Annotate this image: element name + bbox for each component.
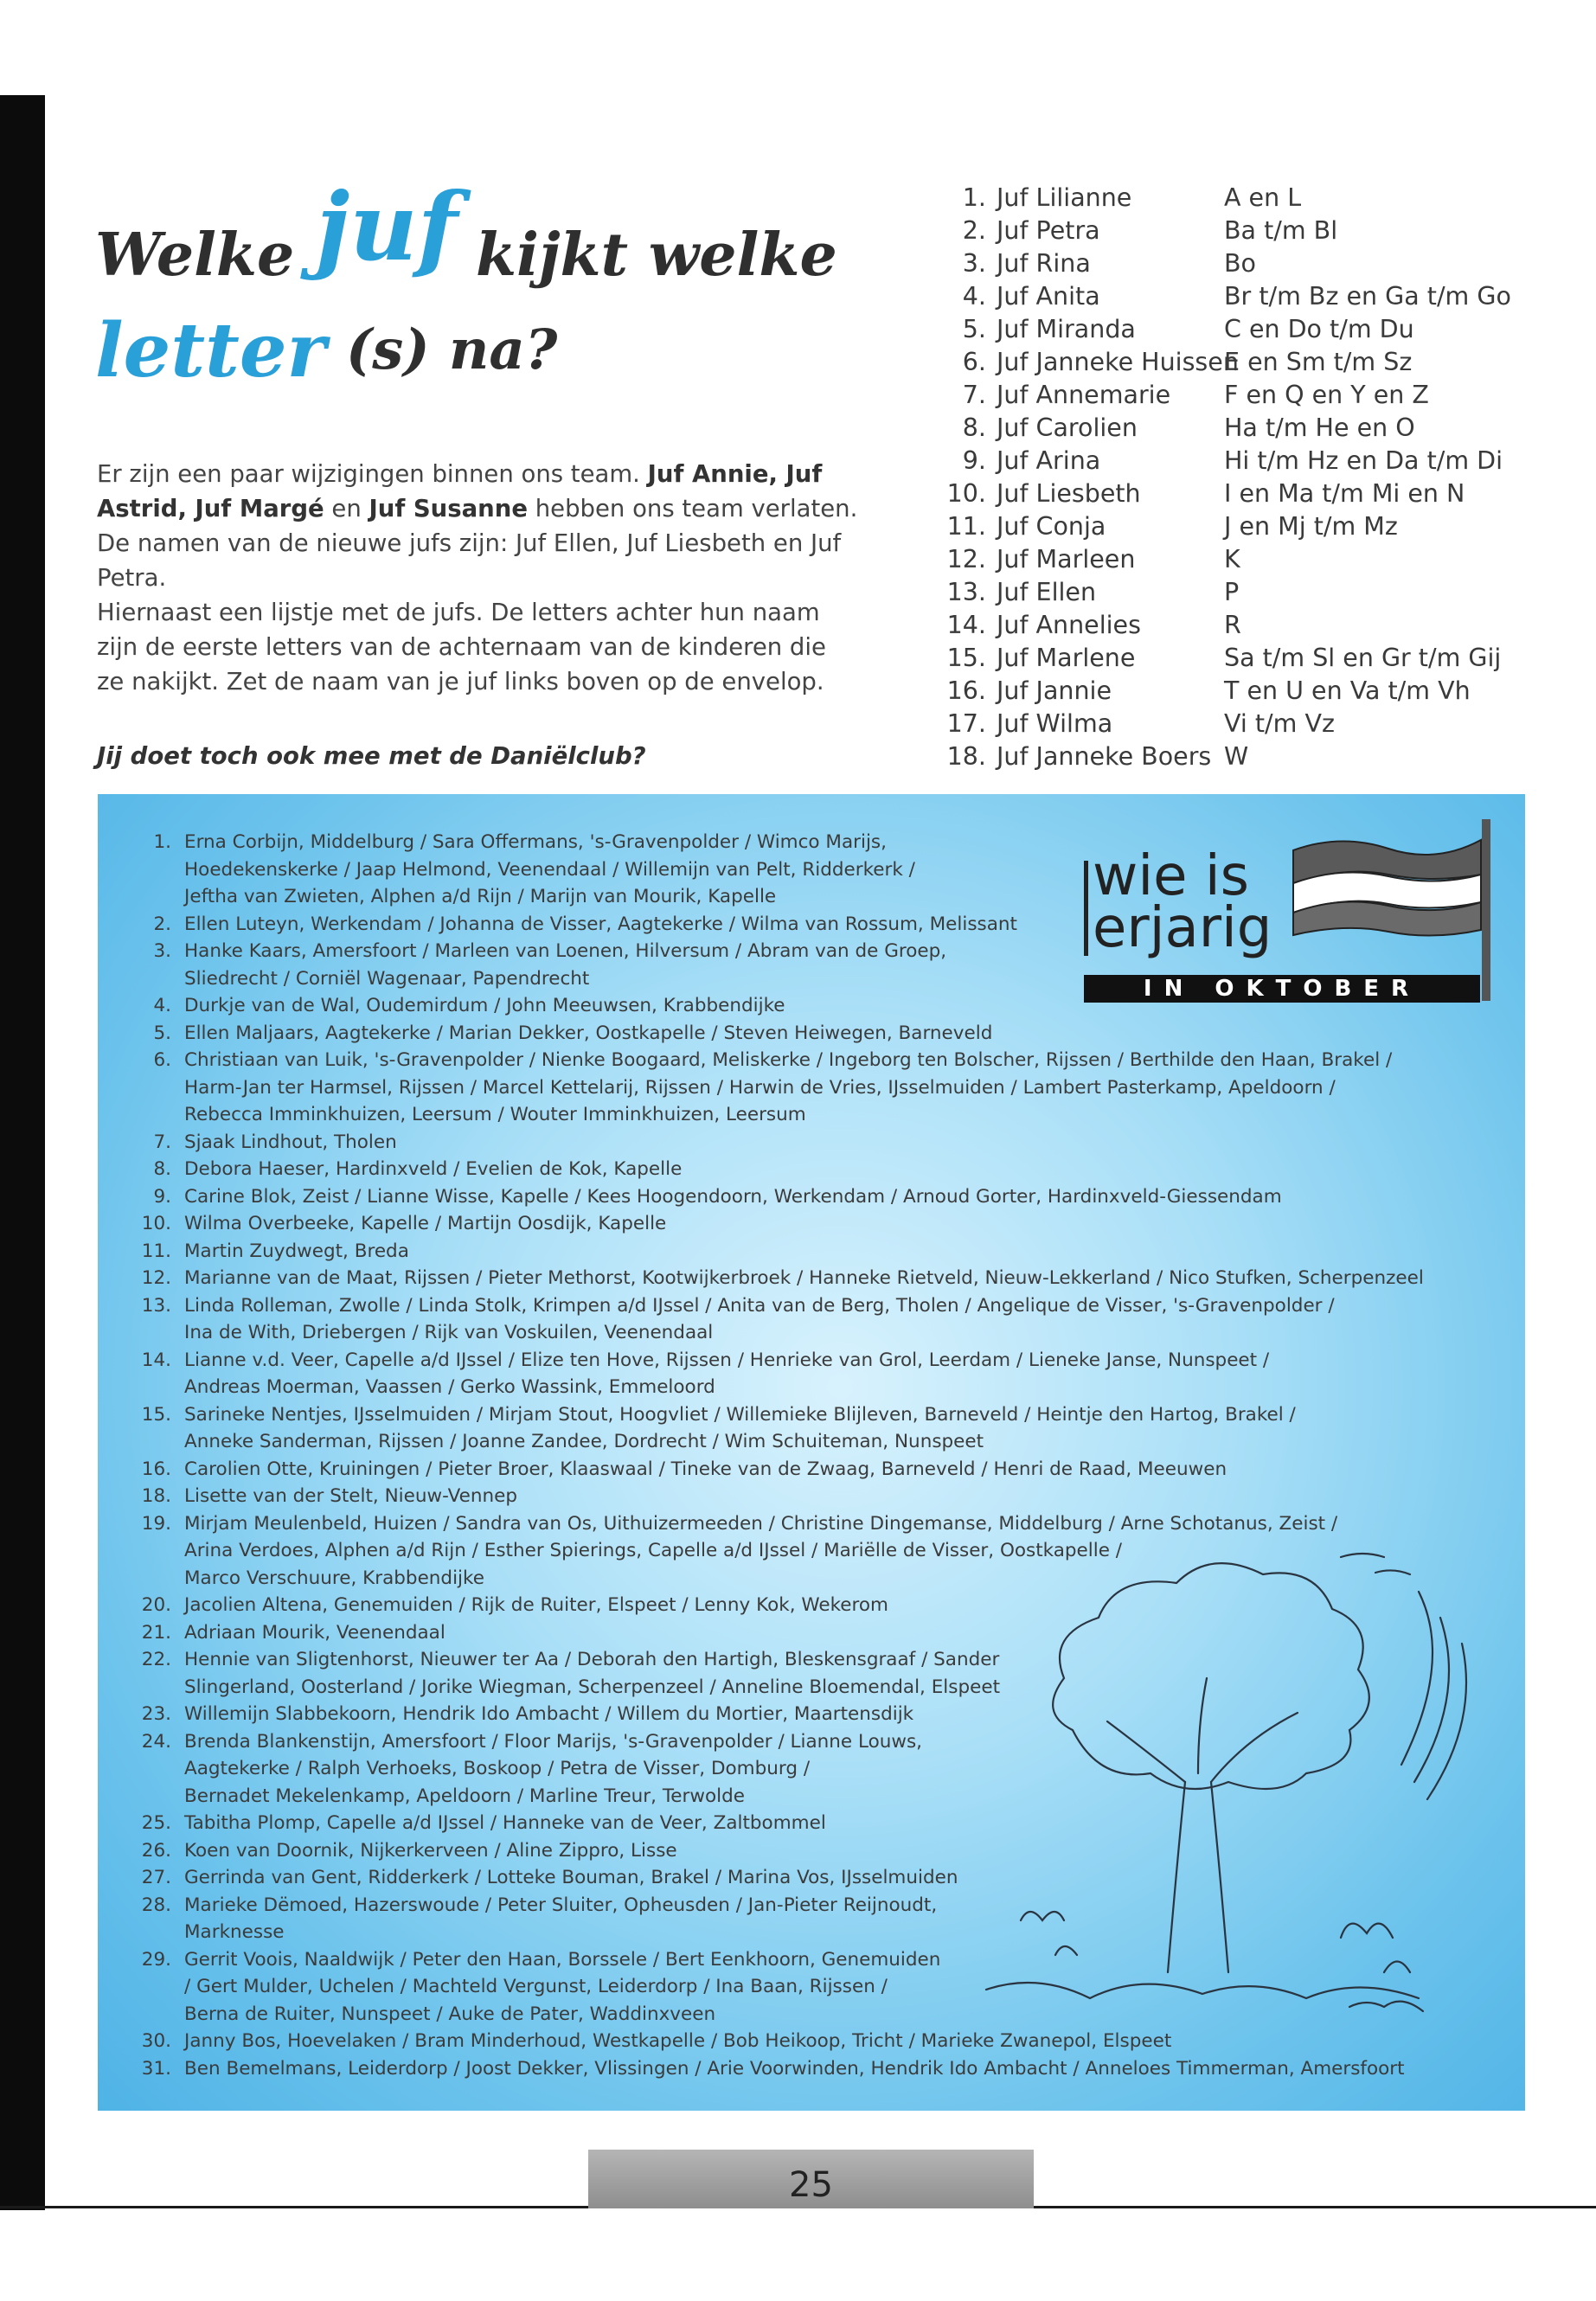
juf-letters: Bo (1224, 249, 1256, 278)
juf-letters: F en Q en Y en Z (1224, 381, 1429, 409)
juf-number: 8. (962, 413, 986, 442)
juf-number: 15. (946, 644, 986, 672)
juf-number: 13. (946, 578, 986, 606)
birthday-names-line: Jeftha van Zwieten, Alphen a/d Rijn / Marijn van Mourik, Kapelle (184, 886, 777, 907)
juf-list (900, 183, 1557, 775)
birthday-names-line: Tabitha Plomp, Capelle a/d IJssel / Hanneke van de Veer, Zaltbommel (184, 1812, 826, 1834)
birthday-names-line: Hoedekenskerke / Jaap Helmond, Veenendaal / Willemijn van Pelt, Ridderkerk / (184, 858, 915, 881)
juf-number: 12. (946, 545, 986, 574)
birthday-entry (98, 1210, 1482, 1238)
birthday-day: 29. (141, 1948, 171, 1971)
juf-number: 5. (962, 315, 986, 343)
juf-letters: K (1224, 545, 1240, 574)
juf-name: Juf Marlene (997, 644, 1136, 672)
birthday-names-line: Arina Verdoes, Alphen a/d Rijn / Esther Spierings, Capelle a/d IJssel / Mariëlle de Visser, Oostkapelle / (184, 1540, 1123, 1561)
juf-row (900, 183, 1557, 216)
juf-row (900, 742, 1557, 775)
birthday-day: 12. (141, 1267, 171, 1289)
birthday-names-line: Lianne v.d. Veer, Capelle a/d IJssel / Elize ten Hove, Rijssen / Henrieke van Grol, Leerdam / Lieneke Janse, Nunspeet / (184, 1349, 1270, 1371)
birthday-names-line: Rebecca Imminkhuizen, Leersum / Wouter Imminkhuizen, Leersum (184, 1104, 806, 1125)
birthday-names-line: Sarineke Nentjes, IJsselmuiden / Mirjam Stout, Hoogvliet / Willemieke Blijleven, Barneveld / Heintje den Hartog, Brakel / (184, 1403, 1296, 1426)
tree-sketch-illustration (969, 1522, 1488, 2059)
page-number-box (588, 2150, 1034, 2208)
birthday-day: 25. (141, 1812, 171, 1834)
birthday-entry (98, 1265, 1482, 1292)
birthday-names-line: Aagtekerke / Ralph Verhoeks, Boskoop / Petra de Visser, Domburg / (184, 1758, 811, 1779)
birthday-entry (98, 1292, 1482, 1347)
juf-letters: A en L (1224, 183, 1302, 212)
juf-letters: I en Ma t/m Mi en N (1224, 479, 1465, 508)
left-edge-bar (0, 95, 45, 2210)
juf-row (900, 282, 1557, 315)
flag-icon (1289, 833, 1484, 937)
juf-row (900, 578, 1557, 611)
juf-number: 7. (962, 381, 986, 409)
logo-band: IN OKTOBER (1084, 975, 1480, 1003)
juf-number: 6. (962, 348, 986, 376)
juf-letters: Hi t/m Hz en Da t/m Di (1224, 446, 1503, 475)
birthday-names-line: Marianne van de Maat, Rijssen / Pieter Methorst, Kootwijkerbroek / Hanneke Rietveld, Nieuw-Lekkerland / Nico Stufken, Scherpenzeel (184, 1267, 1424, 1289)
birthday-names-line: Carine Blok, Zeist / Lianne Wisse, Kapelle / Kees Hoogendoorn, Werkendam / Arnoud Gorter, Hardinxveld-Giessendam (184, 1185, 1282, 1208)
juf-number: 3. (962, 249, 986, 278)
birthday-names-line: Ina de With, Driebergen / Rijk van Voskuilen, Veenendaal (184, 1322, 714, 1343)
birthday-names-line: Janny Bos, Hoevelaken / Bram Minderhoud, Westkapelle / Bob Heikoop, Tricht / Marieke Zwanepol, Elspeet (184, 2030, 1172, 2052)
birthday-names-line: Erna Corbijn, Middelburg / Sara Offermans, 's-Gravenpolder / Wimco Marijs, (184, 831, 887, 853)
juf-name: Juf Arina (997, 446, 1101, 475)
juf-letters: T en U en Va t/m Vh (1224, 676, 1471, 705)
birthday-names-line: Adriaan Mourik, Veenendaal (184, 1621, 445, 1644)
birthday-day: 18. (141, 1485, 171, 1507)
birthday-day: 27. (141, 1867, 171, 1888)
birthday-names-line: Lisette van der Stelt, Nieuw-Vennep (184, 1485, 517, 1507)
juf-letters: R (1224, 611, 1241, 639)
birthday-names-line: Bernadet Mekelenkamp, Apeldoorn / Marline Treur, Terwolde (184, 1785, 745, 1807)
headline-part-3: kijkt welke (476, 221, 837, 290)
juf-name: Juf Annelies (997, 611, 1141, 639)
juf-letters: Sa t/m Sl en Gr t/m Gij (1224, 644, 1502, 672)
juf-row (900, 709, 1557, 742)
juf-row (900, 413, 1557, 446)
juf-name: Juf Marleen (997, 545, 1136, 574)
birthday-names-line: Christiaan van Luik, 's-Gravenpolder / Nienke Boogaard, Meliskerke / Ingeborg ten Bolscher, Rijssen / Berthilde den Haan, Brakel / (184, 1049, 1393, 1071)
birthday-names-line: Anneke Sanderman, Rijssen / Joanne Zandee, Dordrecht / Wim Schuiteman, Nunspeet (184, 1431, 984, 1452)
birthday-names-line: Berna de Ruiter, Nunspeet / Auke de Pater, Waddinxveen (184, 2003, 716, 2025)
birthday-names-line: Marknesse (184, 1921, 285, 1943)
birthday-names-line: Durkje van de Wal, Oudemirdum / John Meeuwsen, Krabbendijke (184, 995, 785, 1016)
birthday-names-line: Mirjam Meulenbeld, Huizen / Sandra van Os, Uithuizermeeden / Christine Dingemanse, Middelburg / Arne Schotanus, Zeist / (184, 1512, 1338, 1535)
headline-part-5: (s) na? (346, 317, 558, 382)
logo-bracket (1084, 861, 1088, 956)
birthday-day: 22. (141, 1649, 171, 1670)
birthday-day: 2. (153, 913, 171, 935)
birthday-names-line: Willemijn Slabbekoorn, Hendrik Ido Ambacht / Willem du Mortier, Maartensdijk (184, 1703, 914, 1725)
birthday-day: 14. (141, 1349, 171, 1371)
wie-is-jarig-logo (1068, 809, 1518, 1016)
birthday-names-line: Ben Bemelmans, Leiderdorp / Joost Dekker, Vlissingen / Arie Voorwinden, Hendrik Ido Ambacht / Anneloes Timmerman, Amersfoort (184, 2057, 1405, 2080)
birthday-entry (98, 1129, 1482, 1157)
juf-name: Juf Conja (997, 512, 1106, 541)
juf-number: 11. (946, 512, 986, 541)
birthday-entry (98, 1456, 1482, 1484)
juf-row (900, 446, 1557, 479)
birthday-day: 3. (153, 940, 171, 962)
headline-part-1: Welke (95, 221, 295, 290)
intro-paragraph-2: Hiernaast een lijstje met de jufs. De letters achter hun naam zijn de eerste letters van de achternaam van de kinderen die ze nakijkt. Zet de naam van je juf links boven op de envelop. (97, 599, 826, 695)
birthday-day: 31. (141, 2057, 171, 2080)
juf-name: Juf Lilianne (997, 183, 1132, 212)
birthday-names-line: Koen van Doornik, Nijkerkerveen / Aline Zippro, Lisse (184, 1839, 677, 1862)
juf-row (900, 315, 1557, 348)
headline-part-4: letter (95, 307, 326, 394)
logo-line-2: erjarig (1093, 896, 1272, 960)
juf-name: Juf Annemarie (997, 381, 1171, 409)
birthday-entry (98, 1183, 1482, 1211)
birthday-day: 6. (153, 1049, 171, 1071)
juf-letters: P (1224, 578, 1240, 606)
birthday-day: 24. (141, 1730, 171, 1753)
juf-number: 18. (946, 742, 986, 771)
birthday-day: 4. (153, 995, 171, 1016)
birthday-day: 15. (141, 1403, 171, 1426)
juf-number: 17. (946, 709, 986, 738)
juf-name: Juf Janneke Boers (997, 742, 1212, 771)
juf-number: 14. (946, 611, 986, 639)
birthday-names-line: Brenda Blankenstijn, Amersfoort / Floor Marijs, 's-Gravenpolder / Lianne Louws, (184, 1730, 922, 1753)
birthday-day: 19. (141, 1512, 171, 1535)
birthday-names-line: Gerrinda van Gent, Ridderkerk / Lotteke Bouman, Brakel / Marina Vos, IJsselmuiden (184, 1867, 958, 1888)
juf-name: Juf Petra (997, 216, 1100, 245)
birthday-names-line: Marco Verschuure, Krabbendijke (184, 1567, 484, 1589)
birthday-day: 9. (153, 1185, 171, 1208)
juf-row (900, 479, 1557, 512)
juf-number: 10. (946, 479, 986, 508)
birthday-names-line: / Gert Mulder, Uchelen / Machteld Vergunst, Leiderdorp / Ina Baan, Rijssen / (184, 1976, 888, 1997)
birthday-entry (98, 1483, 1482, 1510)
headline (95, 169, 900, 428)
juf-row (900, 348, 1557, 381)
juf-number: 9. (962, 446, 986, 475)
juf-name: Juf Janneke Huissen (997, 348, 1239, 376)
birthday-day: 11. (141, 1240, 171, 1262)
birthday-day: 13. (141, 1294, 171, 1317)
birthday-day: 10. (141, 1213, 171, 1234)
birthday-day: 7. (153, 1131, 171, 1153)
birthday-entry (98, 1156, 1482, 1183)
juf-letters: Br t/m Bz en Ga t/m Go (1224, 282, 1511, 311)
birthday-names-line: Ellen Maljaars, Aagtekerke / Marian Dekker, Oostkapelle / Steven Heiwegen, Barneveld (184, 1022, 993, 1044)
birthday-day: 20. (141, 1594, 171, 1616)
birthday-entry (98, 1347, 1482, 1401)
birthday-names-line: Ellen Luteyn, Werkendam / Johanna de Visser, Aagtekerke / Wilma van Rossum, Melissant (184, 913, 1017, 935)
birthday-day: 16. (141, 1458, 171, 1480)
juf-letters: Ba t/m Bl (1224, 216, 1338, 245)
juf-name: Juf Rina (997, 249, 1091, 278)
juf-letters: J en Mj t/m Mz (1224, 512, 1398, 541)
birthday-day: 23. (141, 1703, 171, 1725)
juf-letters: E en Sm t/m Sz (1224, 348, 1413, 376)
juf-number: 4. (962, 282, 986, 311)
logo-line-1: wie is (1093, 844, 1249, 908)
intro-paragraph-1: Er zijn een paar wijzigingen binnen ons team. Juf Annie, Juf Astrid, Juf Margé en Juf Susanne hebben ons team verlaten. De namen van de nieuwe jufs zijn: Juf Ellen, Juf Liesbeth en Juf Petra. (97, 460, 858, 592)
tagline: Jij doet toch ook mee met de Daniëlclub? (97, 742, 646, 770)
juf-row (900, 216, 1557, 249)
birthday-day: 28. (141, 1894, 171, 1916)
birthday-day: 21. (141, 1621, 171, 1644)
page-number: 25 (789, 2165, 833, 2205)
birthday-entry (98, 1020, 1482, 1048)
birthday-day: 8. (153, 1158, 171, 1180)
juf-letters: C en Do t/m Du (1224, 315, 1414, 343)
juf-name: Juf Carolien (997, 413, 1138, 442)
juf-name: Juf Anita (997, 282, 1100, 311)
birthday-names-line: Jacolien Altena, Genemuiden / Rijk de Ruiter, Elspeet / Lenny Kok, Wekerom (184, 1594, 888, 1616)
juf-letters: W (1224, 742, 1249, 771)
headline-part-2: juf (316, 173, 458, 282)
juf-row (900, 644, 1557, 676)
juf-name: Juf Wilma (997, 709, 1113, 738)
juf-name: Juf Jannie (997, 676, 1112, 705)
birthday-entry (98, 2055, 1482, 2083)
birthday-day: 26. (141, 1839, 171, 1862)
juf-name: Juf Liesbeth (997, 479, 1141, 508)
birthday-names-line: Carolien Otte, Kruiningen / Pieter Broer, Klaaswaal / Tineke van de Zwaag, Barneveld / Henri de Raad, Meeuwen (184, 1458, 1227, 1480)
birthday-names-line: Gerrit Voois, Naaldwijk / Peter den Haan, Borssele / Bert Eenkhoorn, Genemuiden (184, 1948, 941, 1971)
juf-name: Juf Ellen (997, 578, 1097, 606)
juf-number: 2. (962, 216, 986, 245)
birthday-names-line: Debora Haeser, Hardinxveld / Evelien de Kok, Kapelle (184, 1158, 683, 1180)
juf-name: Juf Miranda (997, 315, 1136, 343)
birthday-names-line: Hennie van Sligtenhorst, Nieuwer ter Aa / Deborah den Hartigh, Bleskensgraaf / Sander (184, 1649, 1000, 1670)
birthday-names-line: Wilma Overbeeke, Kapelle / Martijn Oosdijk, Kapelle (184, 1213, 667, 1234)
birthday-day: 1. (153, 831, 171, 853)
juf-letters: Vi t/m Vz (1224, 709, 1335, 738)
juf-row (900, 676, 1557, 709)
juf-letters: Ha t/m He en O (1224, 413, 1415, 442)
birthday-entry (98, 1047, 1482, 1129)
birthday-names-line: Marieke Dëmoed, Hazerswoude / Peter Sluiter, Opheusden / Jan-Pieter Reijnoudt, (184, 1894, 938, 1916)
juf-number: 16. (946, 676, 986, 705)
juf-row (900, 611, 1557, 644)
birthday-names-line: Slingerland, Oosterland / Jorike Wiegman, Scherpenzeel / Anneline Bloemendal, Elspeet (184, 1676, 1001, 1698)
juf-number: 1. (962, 183, 986, 212)
birthday-names-line: Sliedrecht / Corniël Wagenaar, Papendrecht (184, 967, 590, 990)
birthday-names-line: Harm-Jan ter Harmsel, Rijssen / Marcel Kettelarij, Rijssen / Harwin de Vries, IJsselmuiden / Lambert Pasterkamp, Apeldoorn / (184, 1076, 1336, 1099)
juf-row (900, 381, 1557, 413)
birthday-entry (98, 1238, 1482, 1266)
juf-row (900, 545, 1557, 578)
birthday-names-line: Hanke Kaars, Amersfoort / Marleen van Loenen, Hilversum / Abram van de Groep, (184, 940, 947, 962)
birthday-day: 30. (141, 2030, 171, 2052)
birthday-names-line: Andreas Moerman, Vaassen / Gerko Wassink, Emmeloord (184, 1376, 715, 1398)
birthday-names-line: Linda Rolleman, Zwolle / Linda Stolk, Krimpen a/d IJssel / Anita van de Berg, Tholen / Angelique de Visser, 's-Gravenpolder / (184, 1294, 1335, 1317)
intro-text (97, 457, 858, 699)
birthday-entry (98, 1401, 1482, 1456)
juf-row (900, 512, 1557, 545)
birthday-names-line: Sjaak Lindhout, Tholen (184, 1131, 397, 1153)
birthday-names-line: Martin Zuydwegt, Breda (184, 1240, 409, 1262)
birthday-day: 5. (153, 1022, 171, 1044)
juf-row (900, 249, 1557, 282)
